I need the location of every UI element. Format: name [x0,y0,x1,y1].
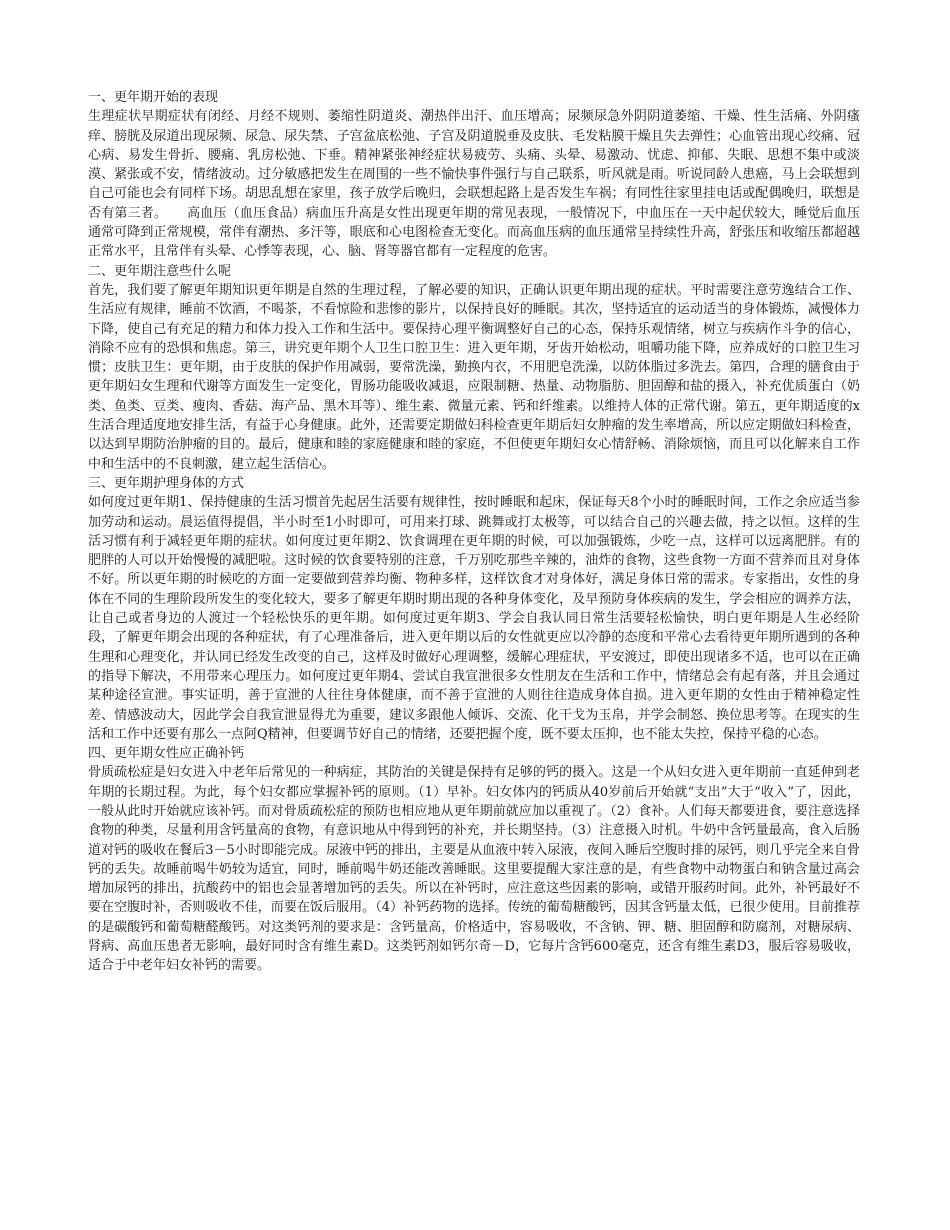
section-paragraph: 骨质疏松症是妇女进入中老年后常见的一种病症，其防治的关键是保持有足够的钙的摄入。这是一个从妇女进入更年期前一直延伸到老年期的长期过程。为此，每个妇女都应掌握补钙的原则。（1）早补。妇女体内的钙质从40岁前后开始就“支出”大于“收入”了，因此，一般从此时开始就应该补钙。而对骨质疏松症的预防也相应地从更年期前就应加以重视了。（2）食补。人们每天都要进食，要注意选择食物的种类，尽量利用含钙量高的食物，有意识地从中得到钙的补充，并长期坚持。（3）注意摄入时机。牛奶中含钙量最高，食入后肠道对钙的吸收在餐后3－5小时即能完成。尿液中钙的排出，主要是从血液中转入尿液，夜间入睡后空腹时排的尿钙，则几乎完全来自骨钙的丢失。故睡前喝牛奶较为适宜，同时，睡前喝牛奶还能改善睡眠。这里要提醒大家注意的是，有些食物中动物蛋白和钠含量过高会增加尿钙的排出，抗酸药中的铝也会显著增加钙的丢失。所以在补钙时，应注意这些因素的影响，或错开服药时间。此外，补钙最好不要在空腹时补，否则吸收不佳，而要在饭后服用。（4）补钙药物的选择。传统的葡萄糖酸钙，因其含钙量太低，已很少使用。目前推荐的是碳酸钙和葡萄糖醛酸钙。对这类钙剂的要求是：含钙量高，价格适中，容易吸收，不含钠、钾、糖、胆固醇和防腐剂，对糖尿病、肾病、高血压患者无影响，最好同时含有维生素D。这类钙剂如钙尔奇－D，它每片含钙600毫克，还含有维生素D3，服后容易吸收，适合于中老年妇女补钙的需要。 [88,765,860,974]
section-paragraph: 首先，我们要了解更年期知识更年期是自然的生理过程，了解必要的知识，正确认识更年期出现的症状。平时需要注意劳逸结合工作、生活应有规律，睡前不饮酒，不喝茶，不看惊险和悲惨的影片，以保持良好的睡眠。其次，坚持适宜的运动适当的身体锻炼，减慢体力下降，使自己有充足的精力和体力投入工作和生活中。要保持心理平衡调整好自己的心态，保持乐观情绪，树立与疾病作斗争的信心，消除不应有的恐惧和焦虑。第三，讲究更年期个人卫生口腔卫生：进入更年期，牙齿开始松动，咀嚼功能下降，应养成好的口腔卫生习惯；皮肤卫生：更年期，由于皮肤的保护作用减弱，要常洗澡，勤换内衣，不用肥皂洗澡，以防体脂过多洗去。第四，合理的膳食由于更年期妇女生理和代谢等方面发生一定变化，胃肠功能吸收减退，应限制糖、热量、动物脂肪、胆固醇和盐的摄入，补充优质蛋白（奶类、鱼类、豆类、瘦肉、香菇、海产品、黑木耳等）、维生素、微量元素、钙和纤维素。以维持人体的正常代谢。第五，更年期适度的x生活合理适度地安排生活，有益于心身健康。此外，还需要定期做妇科检查更年期后妇女肿瘤的发生率增高，所以应定期做妇科检查，以达到早期防治肿瘤的目的。最后，健康和睦的家庭健康和睦的家庭，不但使更年期妇女心情舒畅、消除烦恼，而且可以化解来自工作中和生活中的不良刺激，建立起生活信心。 [88,282,860,472]
section-paragraph: 生理症状早期症状有闭经、月经不规则、萎缩性阴道炎、潮热伴出汗、血压增高；尿频尿急外阴阴道萎缩、干燥、性生活痛、外阴瘙痒、膀胱及尿道出现尿频、尿急、尿失禁、子宫盆底松弛、子宫及阴道脱垂及皮肤、毛发粘膜干燥且失去弹性；心血管出现心绞痛、冠心病、易发生骨折、腰痛、乳房松弛、下垂。精神紧张神经症状易疲劳、头痛、头晕、易激动、忧虑、抑郁、失眠、思想不集中或淡漠、紧张或不安，情绪波动。过分敏感把发生在周围的一些不愉快事件强行与自己联系，听风就是雨。听说同龄人患癌，马上会联想到自己可能也会有同样下场。胡思乱想在家里，孩子放学后晚归，会联想起路上是否发生车祸；有同性往家里挂电话或配偶晚归，联想是否有第三者。 高血压（血压食品）病血压升高是女性出现更年期的常见表现，一般情况下，中血压在一天中起伏较大，睡觉后血压通常可降到正常规模，常伴有潮热、多汗等，眼底和心电图检查无变化。而高血压病的血压通常呈持续性升高，舒张压和收缩压都超越正常水平，且常伴有头晕、心悸等表现，心、脑、肾等器官都有一定程度的危害。 [88,109,860,260]
section-paragraph: 如何度过更年期1、保持健康的生活习惯首先起居生活要有规律性，按时睡眠和起床，保证每天8个小时的睡眠时间，工作之余应适当参加劳动和运动。晨运值得提倡，半小时至1小时即可，可用来打球、跳舞或打太极等，可以结合自己的兴趣去做，持之以恒。这样的生活习惯有利于减轻更年期的症状。如何度过更年期2、饮食调理在更年期的时候，可以加强锻炼，少吃一点，这样可以远离肥胖。有的肥胖的人可以开始慢慢的减肥啦。这时候的饮食要特别的注意，千万别吃那些辛辣的，油炸的食物，这些食物一方面不营养而且对身体不好。所以更年期的时候吃的方面一定要做到营养均衡、物种多样，这样饮食才对身体好，满足身体日常的需求。专家指出，女性的身体在不同的生理阶段所发生的变化较大，要多了解更年期时期出现的各种身体变化，及早预防身体疾病的发生，学会相应的调养方法，让自己或者身边的人渡过一个轻松快乐的更年期。如何度过更年期3、学会自我认同日常生活要轻松愉快，明白更年期是人生必经阶段，了解更年期会出现的各种症状，有了心理准备后，进入更年期以后的女性就更应以冷静的态度和平常心去看待更年期所遇到的各种生理和心理变化，并认同已经发生改变的自己，这样及时做好心理调整，缓解心理症状，平安渡过，即使出现诸多不适，也可以在正确的指导下解决，不用带来心理压力。如何度过更年期4、尝试自我宣泄很多女性朋友在生活和工作中，情绪总会有起有落，并且会通过某种途径宣泄。事实证明，善于宣泄的人往往身体健康，而不善于宣泄的人则往往造成身体自损。进入更年期的女性由于精神稳定性差、情感波动大，因此学会自我宣泄显得尤为重要，建议多跟他人倾诉、交流、化干戈为玉帛，并学会制怒、换位思考等。在现实的生活和工作中还要有那么一点阿Q精神，但要调节好自己的情绪，还要把握个度，既不要太压抑，也不能太失控，保持平稳的心态。 [88,495,860,742]
section-precautions [88,262,860,474]
section-heading: 二、更年期注意些什么呢 [88,263,232,279]
section-heading: 一、更年期开始的表现 [88,90,219,105]
section-heading: 三、更年期护理身体的方式 [88,475,245,491]
section-calcium [88,744,860,976]
section-symptoms [88,88,860,262]
section-heading: 四、更年期女性应正确补钙 [88,746,245,762]
section-body-care [88,474,860,744]
document-body [88,88,860,976]
